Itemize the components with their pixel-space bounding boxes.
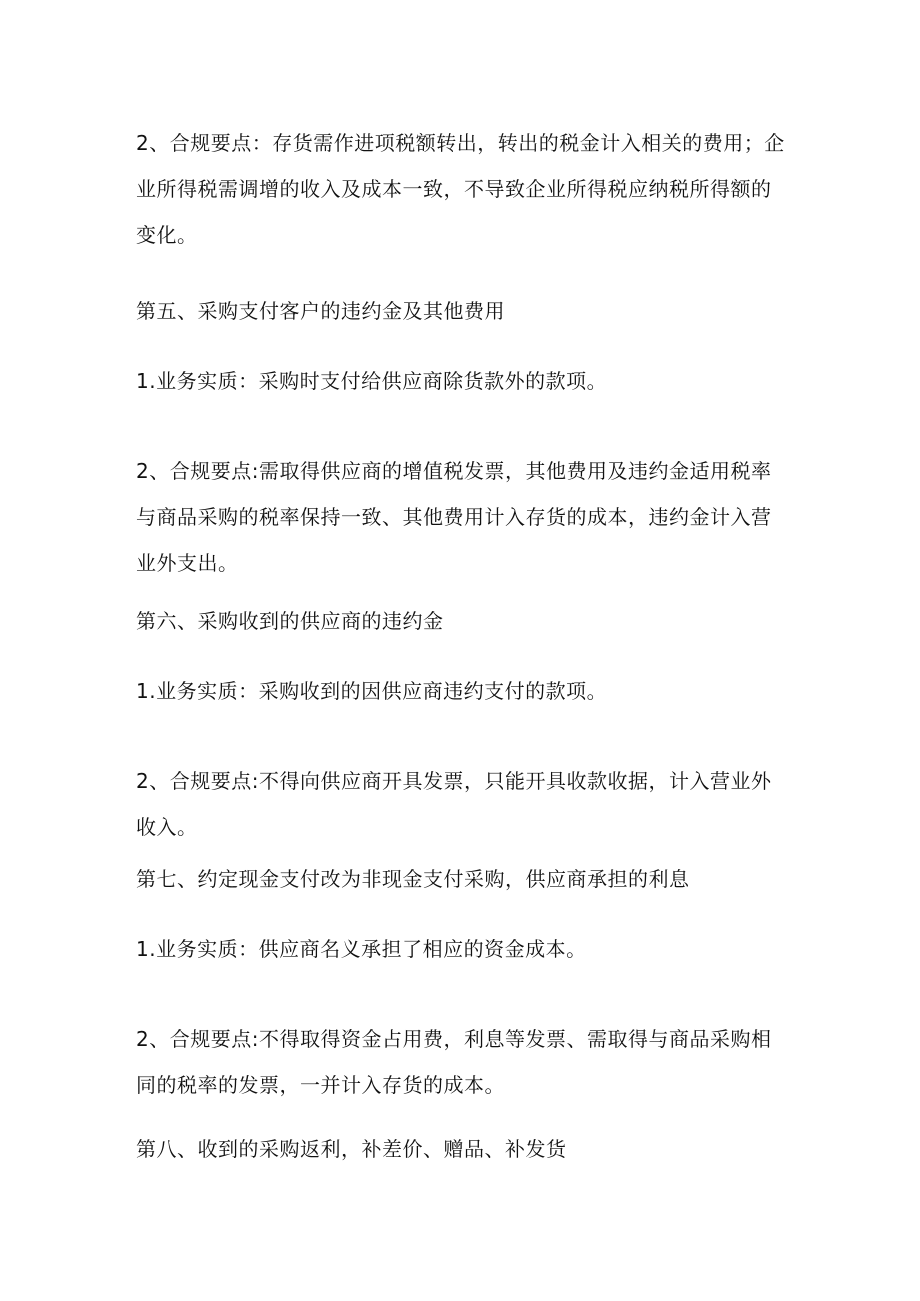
- paragraph-business-essence-5: 1.业务实质：采购时支付给供应商除货款外的款项。: [136, 369, 608, 393]
- paragraph-compliance-point-7: 2、合规要点:不得取得资金占用费，利息等发票、需取得与商品采购相同的税率的发票，一并计入存货的成本。: [136, 1027, 772, 1097]
- paragraph-business-essence-6: 1.业务实质：采购收到的因供应商违约支付的款项。: [136, 679, 608, 703]
- section-heading-7: 第七、约定现金支付改为非现金支付采购，供应商承担的利息: [136, 867, 690, 891]
- paragraph-compliance-point-5: 2、合规要点:需取得供应商的增值税发票，其他费用及违约金适用税率与商品采购的税率保持一致、其他费用计入存货的成本，违约金计入营业外支出。: [136, 459, 772, 575]
- section-heading-6: 第六、采购收到的供应商的违约金: [136, 609, 444, 633]
- section-heading-8: 第八、收到的采购返利，补差价、赠品、补发货: [136, 1137, 567, 1161]
- paragraph-business-essence-7: 1.业务实质：供应商名义承担了相应的资金成本。: [136, 937, 587, 961]
- paragraph-compliance-point-6: 2、合规要点:不得向供应商开具发票，只能开具收款收据，计入营业外收入。: [136, 769, 772, 839]
- section-heading-5: 第五、采购支付客户的违约金及其他费用: [136, 299, 505, 323]
- paragraph-compliance-point-4: 2、合规要点：存货需作进项税额转出，转出的税金计入相关的费用；企业所得税需调增的收入及成本一致，不导致企业所得税应纳税所得额的变化。: [136, 131, 785, 247]
